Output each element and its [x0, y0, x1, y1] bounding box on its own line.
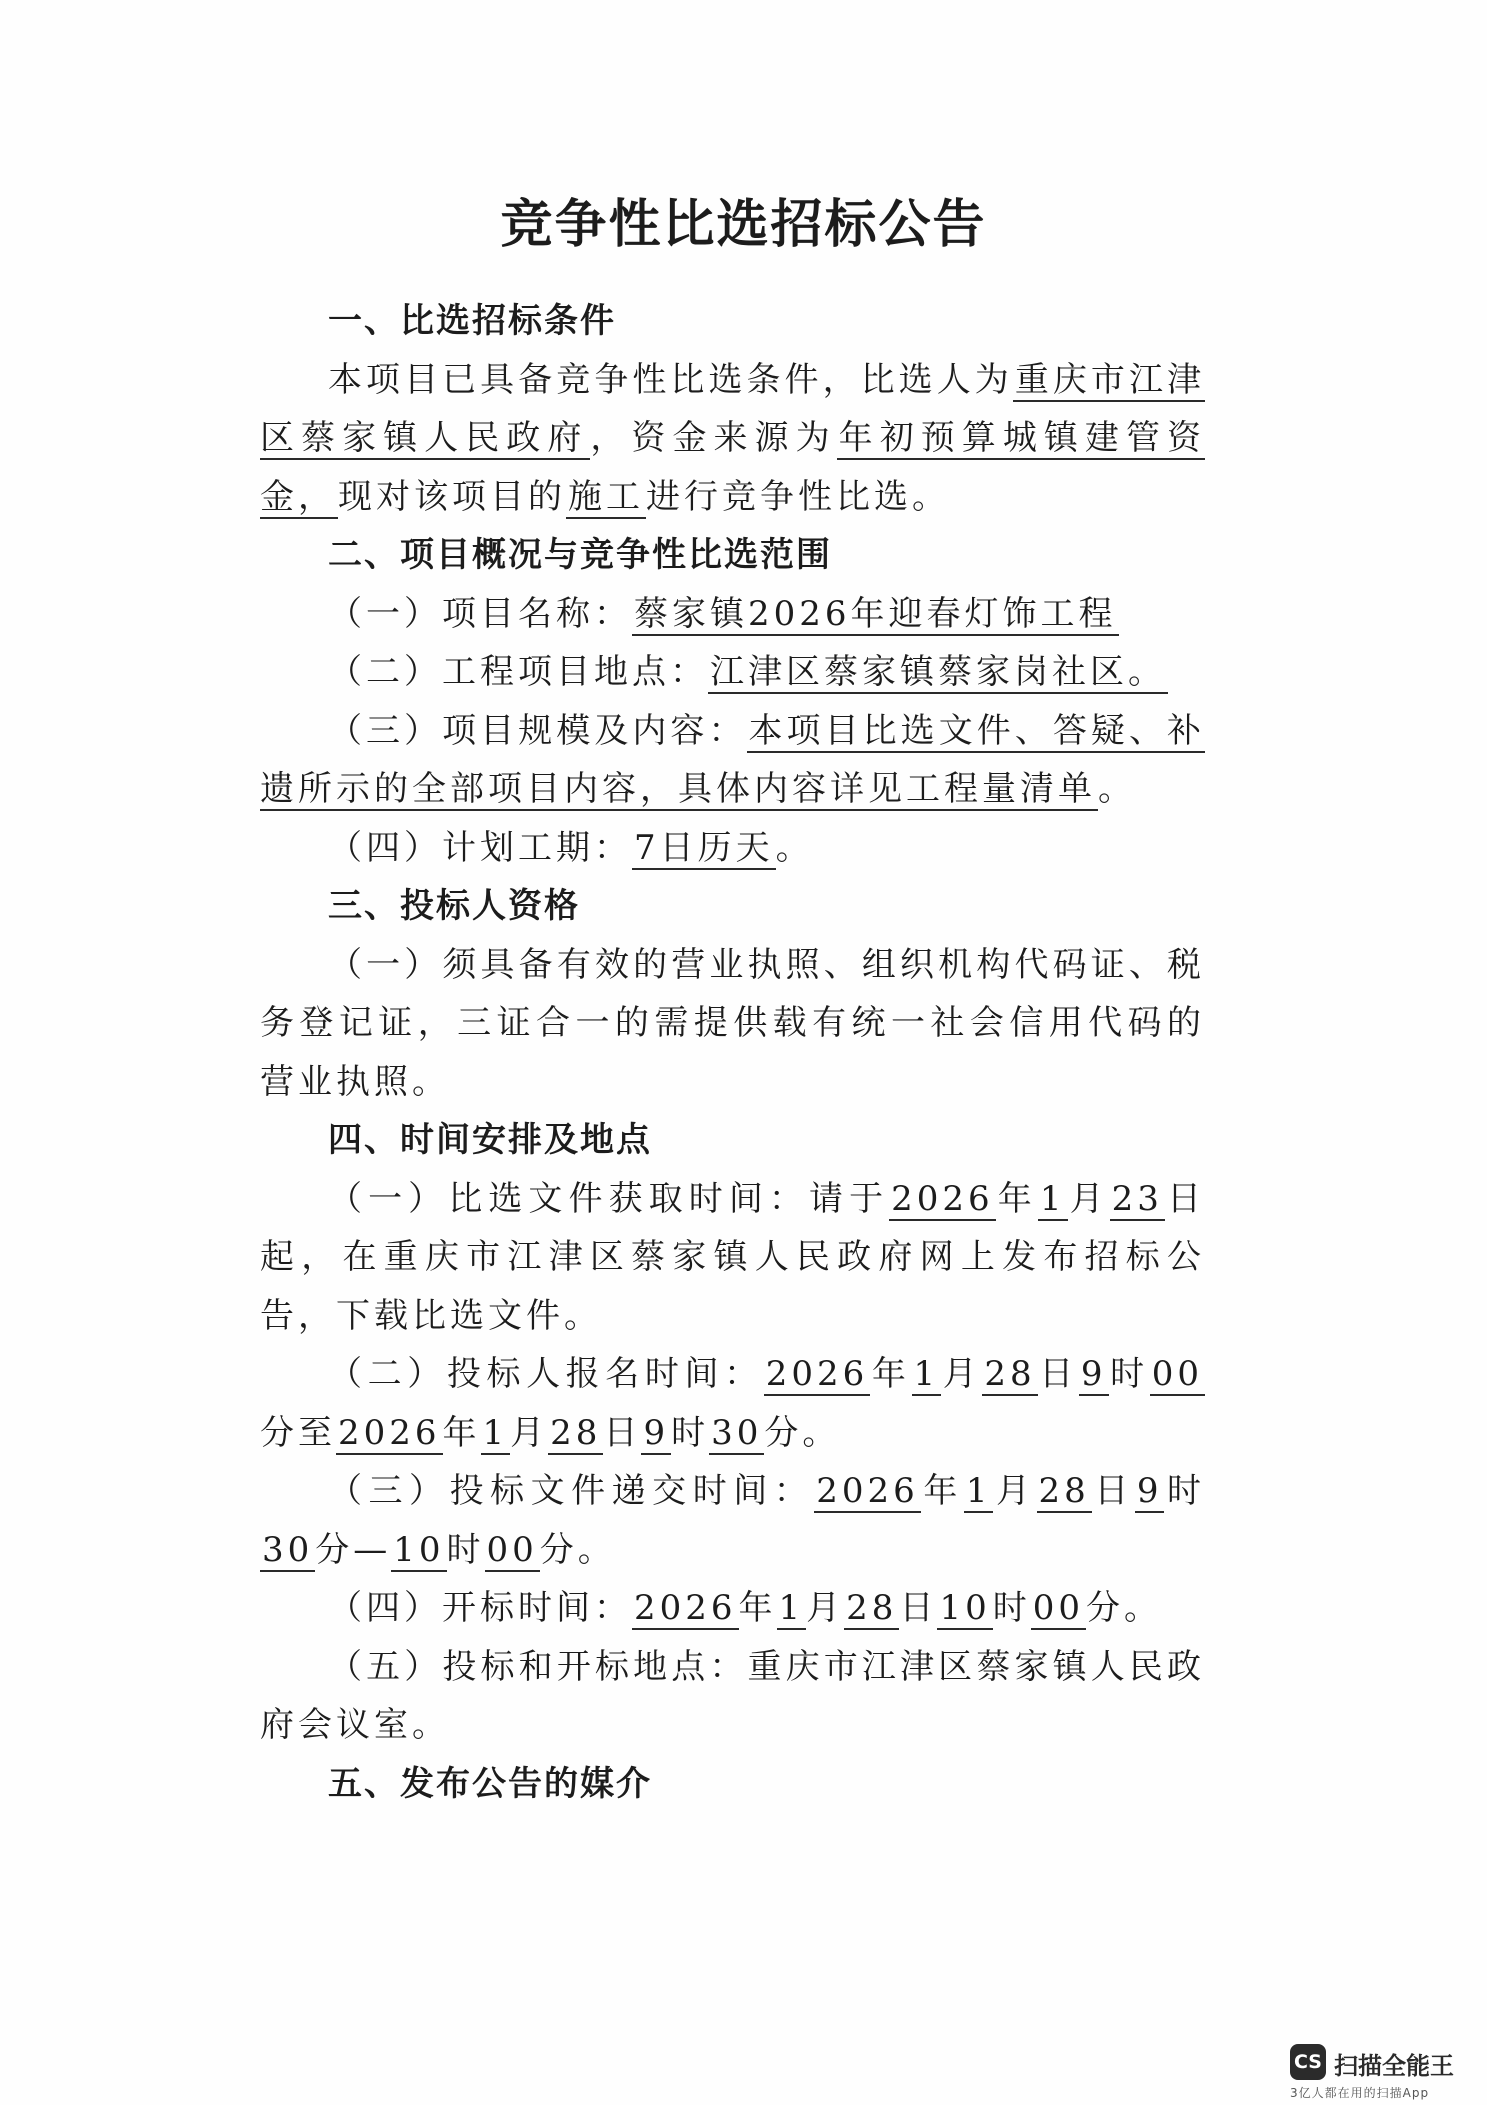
schedule-item-location: （五）投标和开标地点：重庆市江津区蔡家镇人民政府会议室。 — [260, 1646, 1205, 1745]
scanner-tagline: 3亿人都在用的扫描App — [1290, 2086, 1430, 2100]
section-heading-overview: 二、项目概况与竞争性比选范围 — [328, 535, 832, 575]
project-type: 施工 — [568, 476, 644, 517]
section-heading-qualifications: 三、投标人资格 — [328, 886, 580, 926]
project-duration-item: （四）计划工期：7日历天。 — [328, 827, 814, 868]
project-scope-item: （三）项目规模及内容：本项目比选文件、答疑、补遗所示的全部项目内容，具体内容详见工程量清单。 — [260, 710, 1205, 809]
schedule-item-submission: （三）投标文件递交时间：2026年1月28日9时30分—10时00分。 — [262, 1471, 1206, 1570]
conditions-paragraph: 本项目已具备竞争性比选条件，比选人为重庆市江津区蔡家镇人民政府，资金来源为年初预算城镇建管资金，现对该项目的施工进行竞争性比选。 — [260, 359, 1206, 517]
qualification-item: （一）须具备有效的营业执照、组织机构代码证、税务登记证，三证合一的需提供载有统一社会信用代码的营业执照。 — [260, 944, 1205, 1102]
project-location: 江津区蔡家镇蔡家岗社区。 — [710, 652, 1166, 692]
schedule-item-registration: （二）投标人报名时间：2026年1月28日9时00分至2026年1月28日9时30分。 — [260, 1354, 1204, 1453]
bidder-name: 重庆市江津区蔡家镇人民政府 — [260, 359, 1206, 458]
project-name: 蔡家镇2026年迎春灯饰工程 — [634, 593, 1117, 634]
scanner-watermark — [1290, 2044, 1470, 2100]
section-heading-conditions: 一、比选招标条件 — [328, 301, 616, 341]
schedule-item-documents: （一）比选文件获取时间：请于2026年1月23日起，在重庆市江津区蔡家镇人民政府网上发布招标公告，下载比选文件。 — [260, 1178, 1206, 1336]
project-location-item: （二）工程项目地点：江津区蔡家镇蔡家岗社区。 — [328, 652, 1166, 692]
section-heading-schedule: 四、时间安排及地点 — [328, 1120, 652, 1160]
document-title: 竞争性比选招标公告 — [500, 195, 987, 255]
funding-source: 年初预算城镇建管资金， — [260, 418, 1206, 517]
document-body — [260, 292, 1205, 1813]
section-heading-media: 五、发布公告的媒介 — [328, 1763, 652, 1804]
project-name-item: （一）项目名称：蔡家镇2026年迎春灯饰工程 — [328, 593, 1117, 634]
scanner-logo-icon: CS — [1290, 2044, 1326, 2080]
scanner-app-name: 扫描全能王 — [1334, 2052, 1454, 2080]
project-scope: 本项目比选文件、答疑、补遗所示的全部项目内容，具体内容详见工程量清单 — [260, 710, 1205, 809]
project-duration: 7日历天 — [634, 827, 774, 868]
schedule-item-opening: （四）开标时间：2026年1月28日10时00分。 — [328, 1588, 1162, 1628]
